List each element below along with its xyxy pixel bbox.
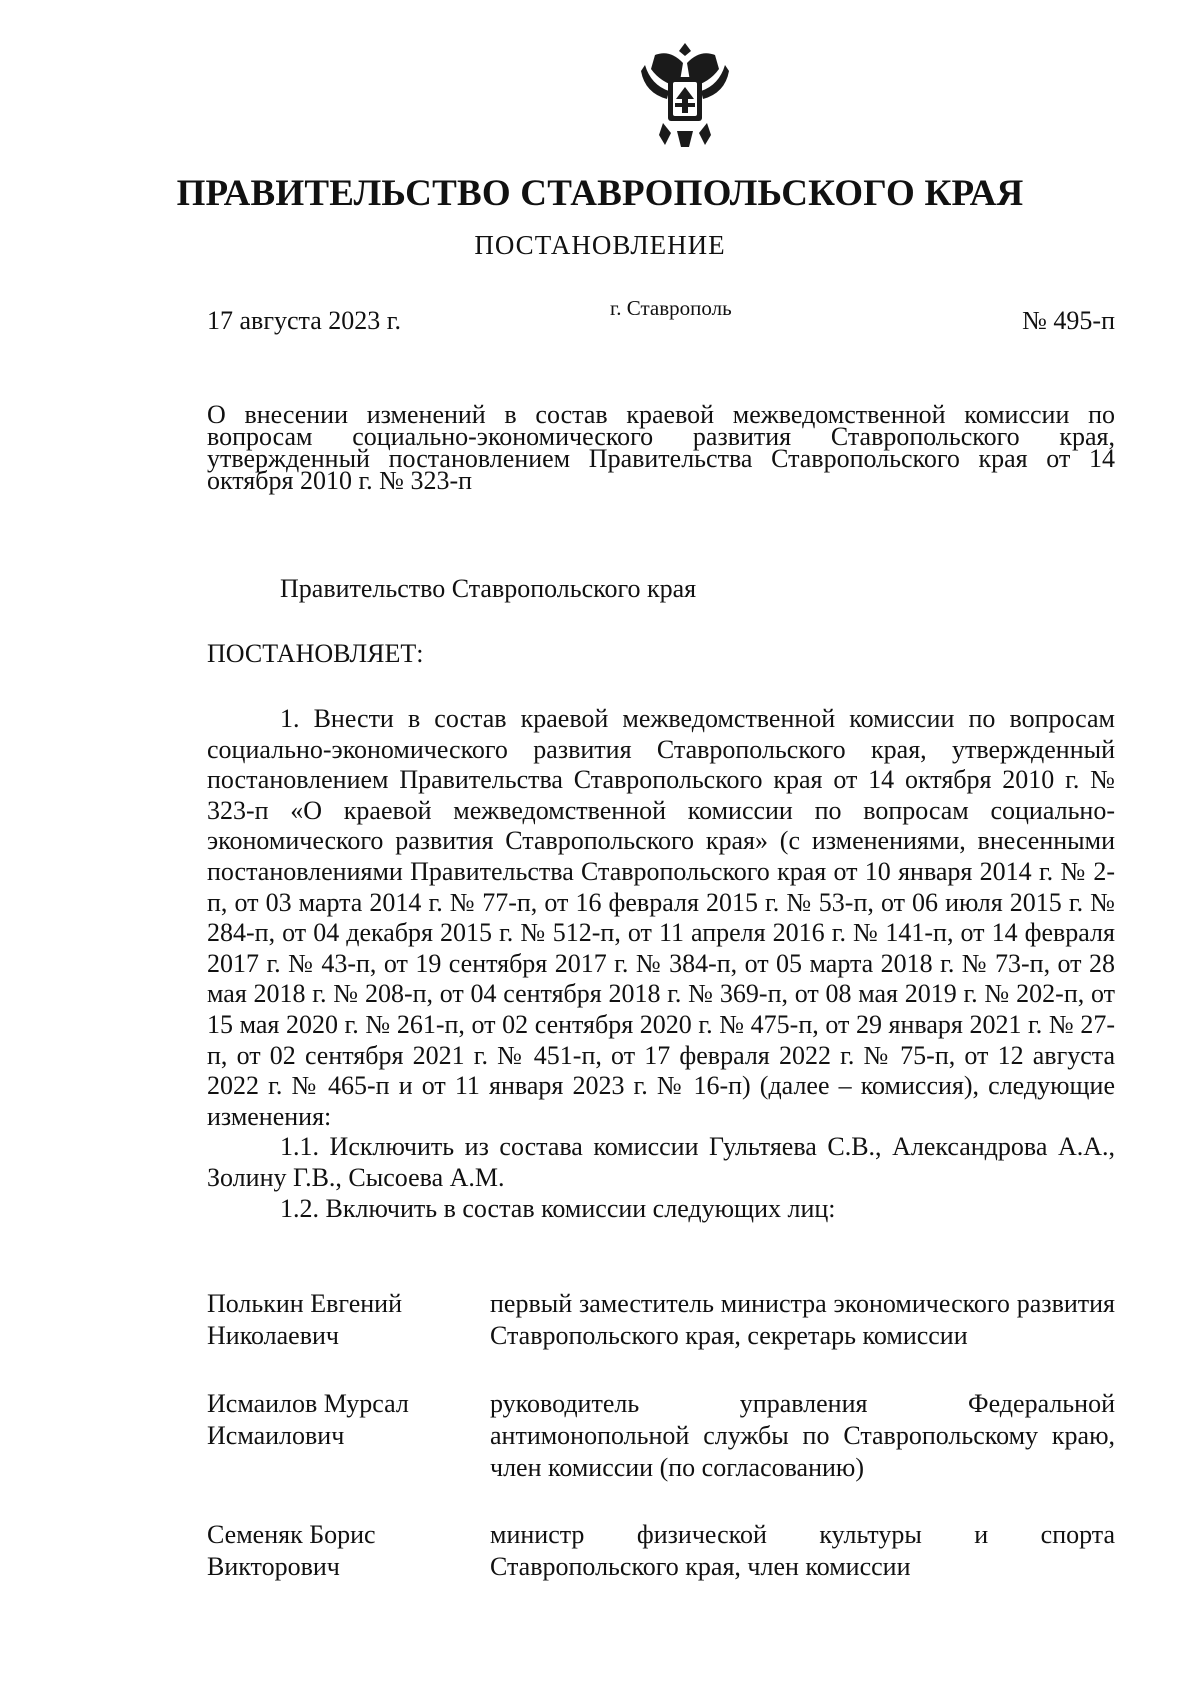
paragraph-1-1: 1.1. Исключить из состава комиссии Гультяева С.В., Александрова А.А., Золину Г.В., Сысоева А.М. [207,1132,1115,1192]
member-role: руководитель управления Федеральной антимонопольной службы по Ставропольскому краю, член комиссии (по согласованию) [490,1389,1115,1482]
member-role: министр физической культуры и спорта Ставропольского края, член комиссии [490,1520,1115,1581]
intro-line: Правительство Ставропольского края [280,574,697,603]
document-date: 17 августа 2023 г. [207,306,401,335]
organization-title: ПРАВИТЕЛЬСТВО СТАВРОПОЛЬСКОГО КРАЯ [176,173,1024,214]
member-name: Семеняк Борис Викторович [207,1520,376,1581]
document-body [207,704,1115,1224]
member-name: Исмаилов Мурсал Исмаилович [207,1389,409,1450]
document-type: ПОСТАНОВЛЕНИЕ [474,230,726,260]
document-subject: О внесении изменений в состав краевой межведомственной комиссии по вопросам социально-экономического развития Ставропольского края, утвержденный постановлением Правительства Ставропольского края от 14 октября 2010 г. № 323-п [207,400,1115,495]
paragraph-1-2: 1.2. Включить в состав комиссии следующих лиц: [280,1193,836,1223]
document-number: № 495-п [1022,306,1115,335]
member-name: Полькин Евгений Николаевич [207,1289,402,1350]
document-city: г. Ставрополь [610,296,732,320]
coat-of-arms-emblem [635,35,735,155]
member-role: первый заместитель министра экономического развития Ставропольского края, секретарь комиссии [490,1289,1115,1350]
paragraph-1: 1. Внести в состав краевой межведомственной комиссии по вопросам социально-экономического развития Ставропольского края, утвержденный постановлением Правительства Ставропольского края от 14 октября 2010 г. № 323-п «О краевой межведомственной комиссии по вопросам социально-экономического развития Ставропольского края» (с изменениями, внесенными постановлениями Правительства Ставропольского края от 10 января 2014 г. № 2-п, от 03 марта 2014 г. № 77-п, от 16 февраля 2015 г. № 53-п, от 06 июля 2015 г. № 284-п, от 04 декабря 2015 г. № 512-п, от 11 апреля 2016 г. № 141-п, от 14 февраля 2017 г. № 43-п, от 19 сентября 2017 г. № 384-п, от 05 марта 2018 г. № 73-п, от 28 мая 2018 г. № 208-п, от 04 сентября 2018 г. № 369-п, от 08 мая 2019 г. № 202-п, от 15 мая 2020 г. № 261-п, от 02 сентября 2020 г. № 475-п, от 29 января 2021 г. № 27-п, от 02 сентября 2021 г. № 451-п, от 17 февраля 2022 г. № 75-п, от 12 августа 2022 г. № 465-п и от 11 января 2023 г. № 16-п) (далее – комиссия), следующие изменения: [207,704,1115,1131]
decree-word: ПОСТАНОВЛЯЕТ: [207,639,424,668]
